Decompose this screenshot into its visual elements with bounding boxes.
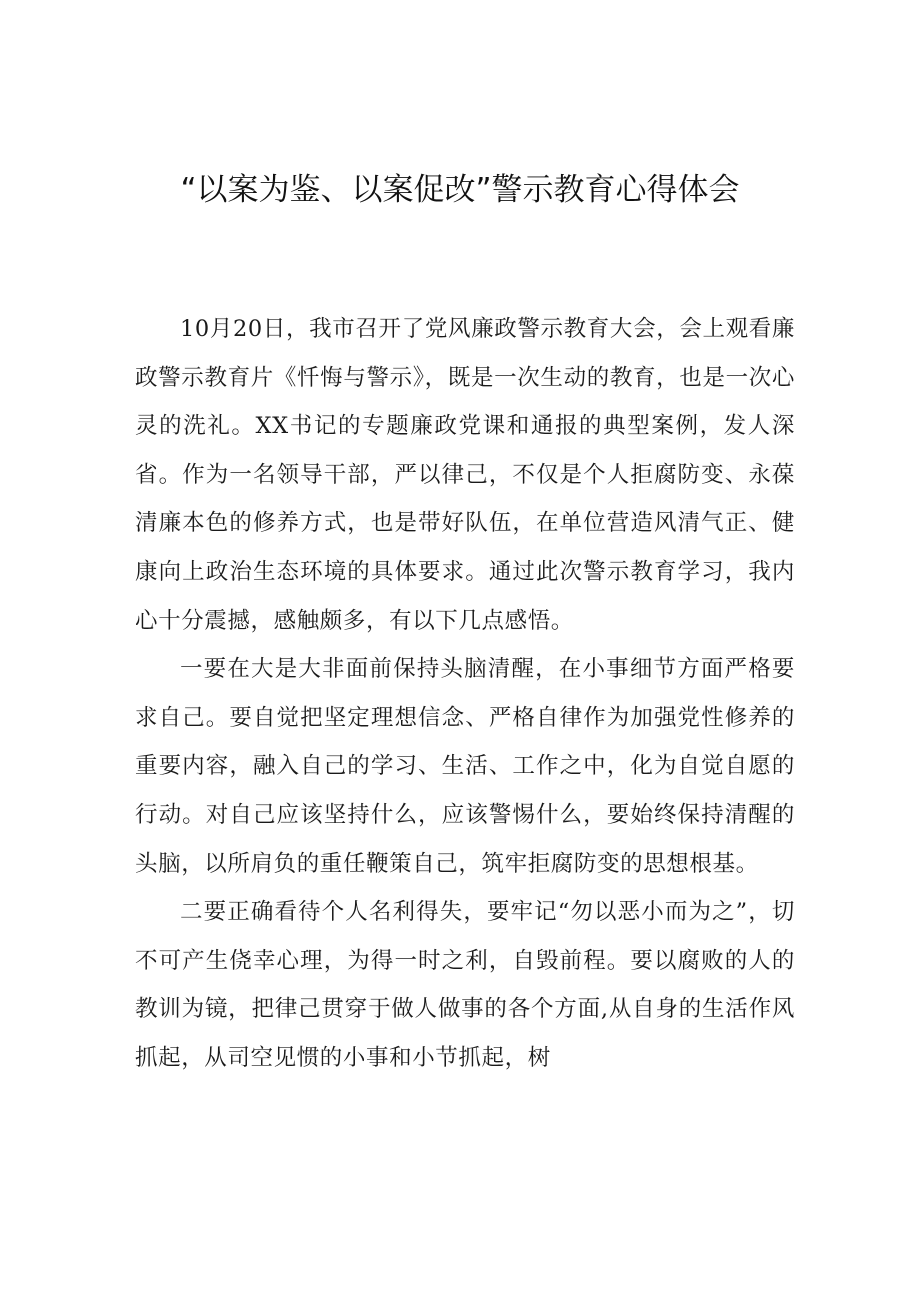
paragraph: 一要在大是大非面前保持头脑清醒，在小事细节方面严格要求自己。要自觉把坚定理想信念、严格自律作为加强党性修养的重要内容，融入自己的学习、生活、工作之中，化为自觉自愿的行动。对自己应该坚持什么，应该警惕什么，要始终保持清醒的头脑，以所肩负的重任鞭策自己，筑牢拒腐防变的思想根基。 [135,656,795,877]
document-title: “以案为鉴、以案促改”警示教育心得体会 [180,172,740,208]
document-body [135,305,795,1083]
paragraph: 二要正确看待个人名利得失，要牢记“勿以恶小而为之”，切不可产生侥幸心理，为得一时之利，自毁前程。要以腐败的人的教训为镜，把律己贯穿于做人做事的各个方面,从自身的生活作风抓起，从司空见惯的小事和小节抓起，树 [135,899,795,1071]
paragraph: 10月20日，我市召开了党风廉政警示教育大会，会上观看廉政警示教育片《忏悔与警示》，既是一次生动的教育，也是一次心灵的洗礼。XX书记的专题廉政党课和通报的典型案例，发人深省。作为一名领导干部，严以律己，不仅是个人拒腐防变、永葆清廉本色的修养方式，也是带好队伍，在单位营造风清气正、健康向上政治生态环境的具体要求。通过此次警示教育学习，我内心十分震撼，感触颇多，有以下几点感悟。 [135,316,795,634]
